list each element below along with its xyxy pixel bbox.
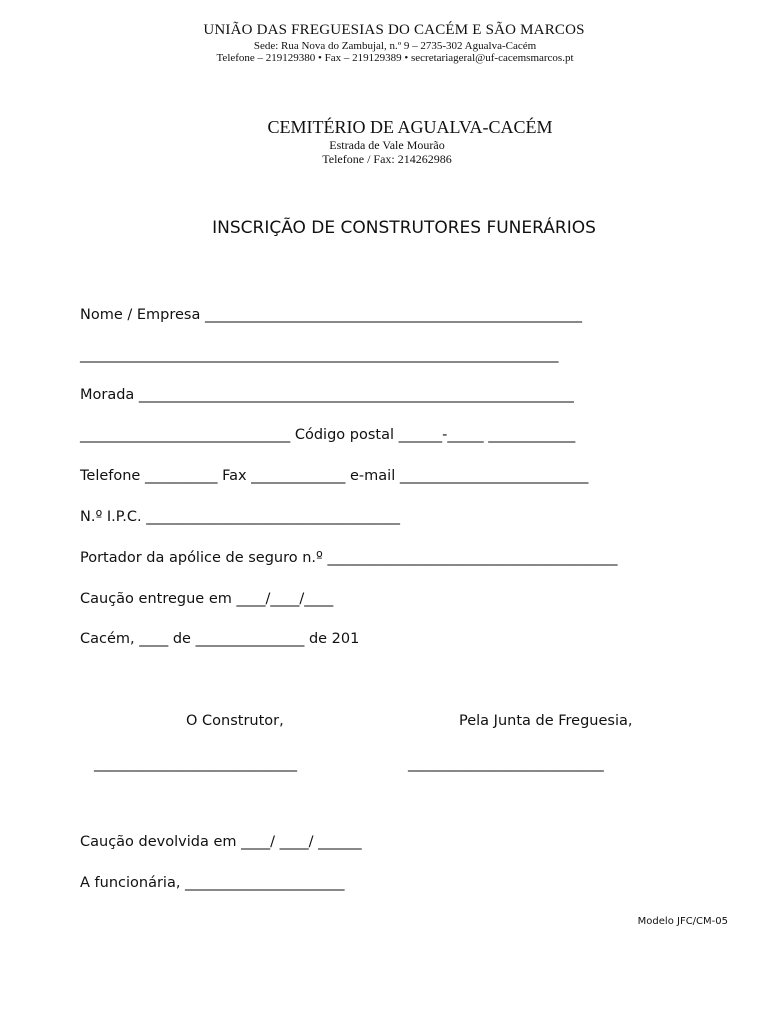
field-employee: A funcionária, ______________________: [80, 875, 345, 891]
field-name-company: Nome / Empresa ____________________________________________________: [80, 307, 582, 323]
field-address-postal-code: _____________________________ Código postal ______-_____ ____________: [80, 427, 576, 443]
form-title: INSCRIÇÃO DE CONSTRUTORES FUNERÁRIOS: [212, 218, 596, 238]
field-date: Cacém, ____ de _______________ de 201: [80, 631, 360, 647]
organization-contacts: Telefone – 219129380 • Fax – 219129389 • secretariageral@uf-cacemsmarcos.pt: [216, 52, 574, 64]
field-insurance-policy: Portador da apólice de seguro n.º ________________________________________: [80, 550, 618, 566]
field-name-company-continued: __________________________________________________________________: [80, 347, 559, 363]
model-reference: Modelo JFC/CM-05: [637, 916, 728, 927]
field-phone-fax-email: Telefone __________ Fax _____________ e-mail __________________________: [80, 468, 589, 484]
organization-address: Sede: Rua Nova do Zambujal, n.º 9 – 2735-302 Agualva-Cacém: [253, 40, 537, 52]
field-deposit-returned: Caução devolvida em ____/ ____/ ______: [80, 834, 362, 850]
field-deposit-delivered: Caução entregue em ____/____/____: [80, 591, 334, 607]
cemetery-title: CEMITÉRIO DE AGUALVA-CACÉM: [267, 117, 553, 137]
field-ipc-number: N.º I.P.C. ___________________________________: [80, 509, 400, 525]
builder-signature-label: O Construtor,: [186, 713, 284, 729]
parish-signature-line: ___________________________: [408, 756, 604, 772]
builder-signature-line: ____________________________: [94, 756, 297, 772]
cemetery-address: Estrada de Vale Mourão: [329, 138, 445, 152]
organization-name: UNIÃO DAS FREGUESIAS DO CACÉM E SÃO MARCOS: [203, 22, 585, 38]
cemetery-phone: Telefone / Fax: 214262986: [322, 152, 452, 166]
field-address: Morada ____________________________________________________________: [80, 387, 574, 403]
parish-signature-label: Pela Junta de Freguesia,: [459, 713, 633, 729]
